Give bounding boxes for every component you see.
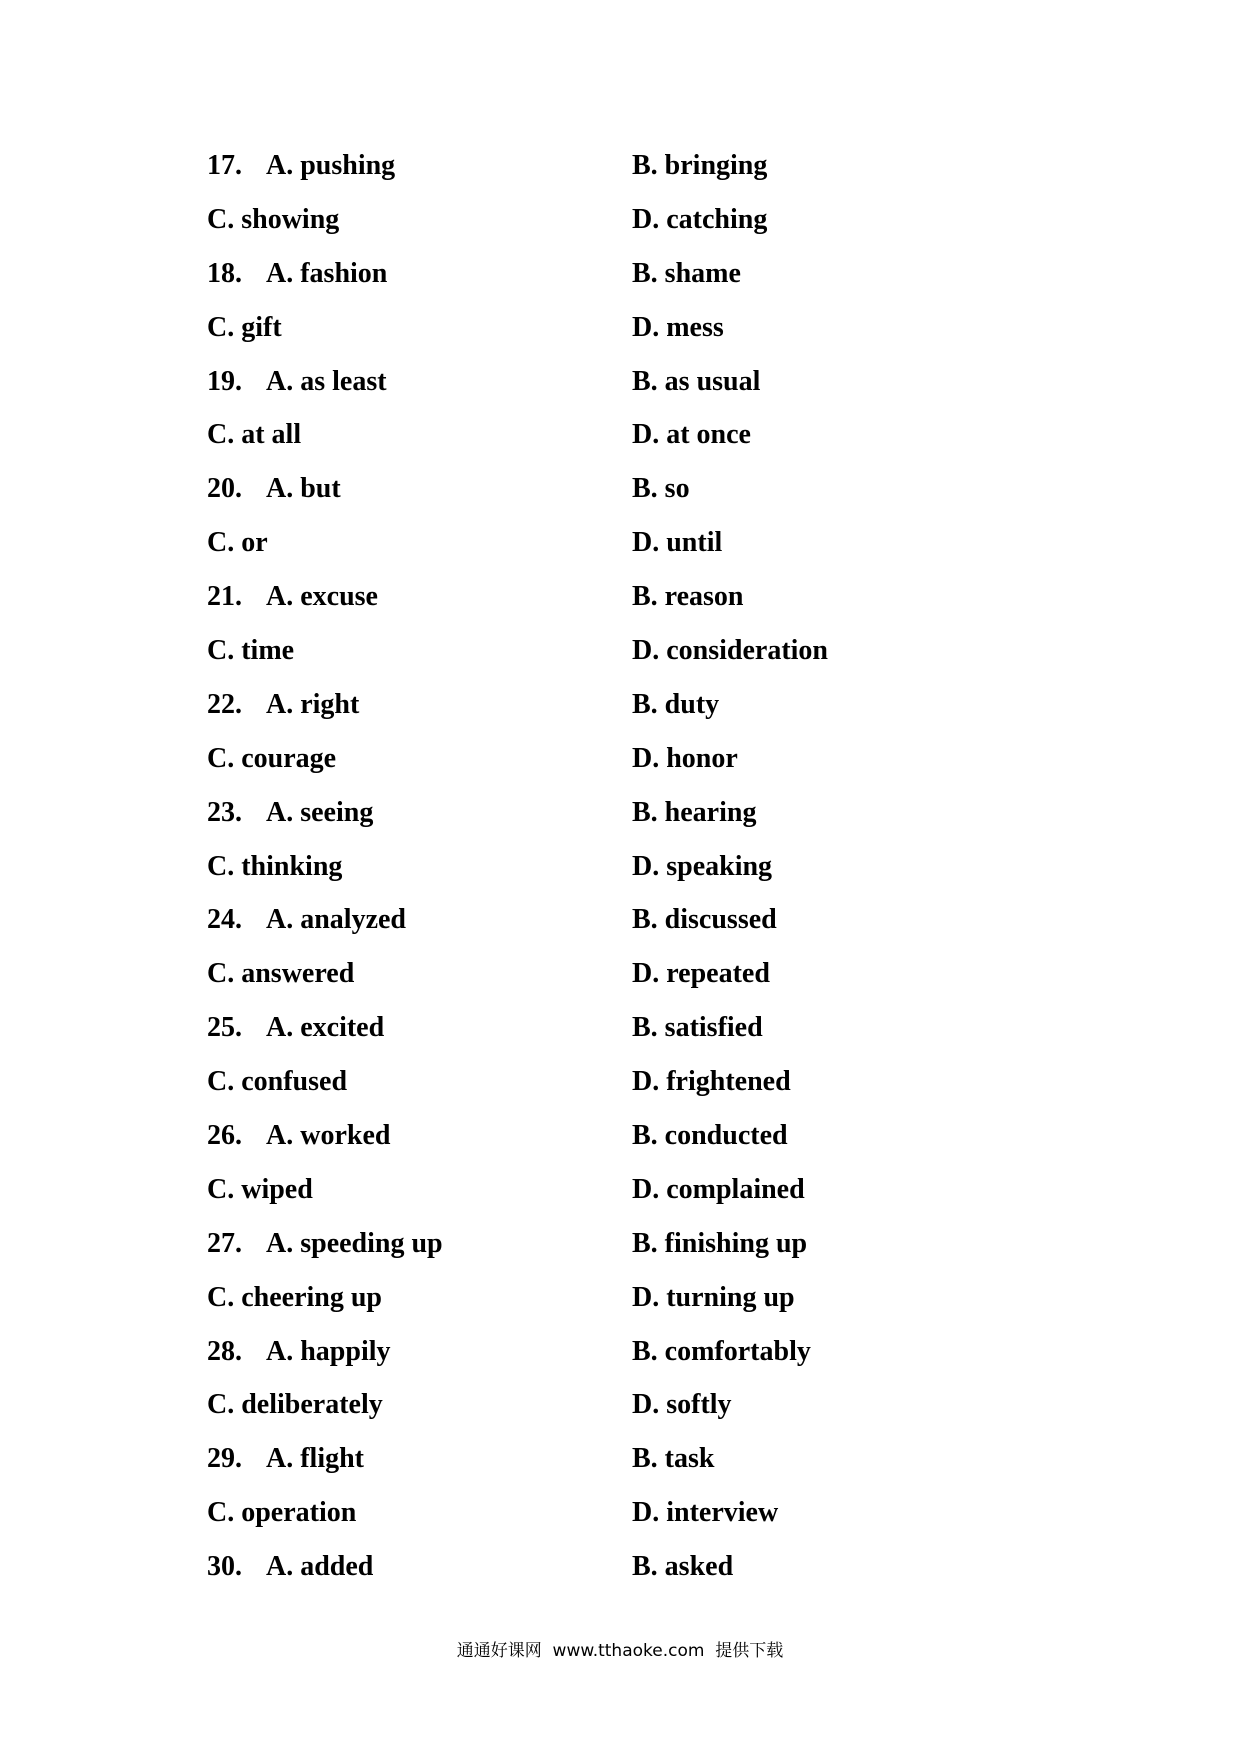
question-row [207, 902, 1007, 956]
option-c: C. operation [207, 1497, 357, 1529]
option-b: B. hearing [632, 796, 757, 828]
option-b: B. conducted [632, 1120, 788, 1152]
question-row [207, 1334, 1007, 1388]
option-d: D. mess [632, 311, 724, 343]
question-number: 17. [207, 150, 242, 181]
question-number-and-option-a [207, 902, 406, 938]
option-b: B. finishing up [632, 1227, 808, 1259]
question-row [207, 849, 1007, 903]
option-a: A. as least [266, 365, 387, 397]
page-footer: 通通好课网 www.tthaoke.com 提供下载 [456, 1641, 784, 1661]
option-c: C. or [207, 527, 268, 559]
option-b: B. task [632, 1443, 715, 1475]
question-row [207, 795, 1007, 849]
option-d: D. honor [632, 742, 738, 774]
question-row [207, 364, 1007, 418]
question-row [207, 202, 1007, 256]
option-d: D. softly [632, 1389, 732, 1421]
question-row [207, 633, 1007, 687]
option-d: D. turning up [632, 1281, 795, 1313]
option-a: A. excuse [266, 581, 378, 613]
option-d: D. repeated [632, 958, 770, 990]
option-a: A. added [266, 1551, 374, 1583]
question-number: 18. [207, 257, 242, 289]
option-a: A. right [266, 688, 360, 720]
question-row [207, 687, 1007, 741]
question-number: 30. [207, 1551, 242, 1583]
question-row [207, 471, 1007, 525]
question-number-and-option-a [207, 795, 373, 831]
question-number: 26. [207, 1120, 242, 1152]
option-c: C. gift [207, 311, 282, 343]
question-number-and-option-a [207, 1118, 390, 1154]
option-c: C. cheering up [207, 1281, 382, 1313]
option-b: B. discussed [632, 904, 777, 936]
option-d: D. until [632, 527, 723, 559]
question-number-and-option-a [207, 1226, 443, 1262]
option-b: B. duty [632, 688, 720, 720]
option-c: C. time [207, 635, 295, 667]
option-a: A. flight [266, 1443, 364, 1475]
question-number-and-option-a [207, 1441, 364, 1477]
option-a: A. speeding up [266, 1227, 443, 1259]
option-c: C. wiped [207, 1173, 313, 1205]
option-c: C. showing [207, 203, 340, 235]
question-number: 22. [207, 688, 242, 720]
option-a: A. but [266, 473, 341, 505]
question-number: 23. [207, 796, 242, 828]
question-number-and-option-a [207, 148, 395, 184]
option-d: D. consideration [632, 635, 828, 667]
question-number-and-option-a [207, 256, 387, 292]
option-a: A. pushing [266, 150, 396, 181]
option-b: B. satisfied [632, 1012, 763, 1044]
option-a: A. analyzed [266, 904, 406, 936]
question-number: 24. [207, 904, 242, 936]
question-row [207, 1226, 1007, 1280]
question-row [207, 148, 1007, 202]
option-a: A. excited [266, 1012, 385, 1044]
question-row [207, 956, 1007, 1010]
option-d: D. at once [632, 419, 751, 451]
question-number-and-option-a [207, 471, 341, 507]
question-row [207, 1172, 1007, 1226]
question-number-and-option-a [207, 579, 378, 615]
question-number-and-option-a [207, 364, 387, 400]
option-c: C. answered [207, 958, 355, 990]
question-number: 20. [207, 473, 242, 505]
question-row [207, 1010, 1007, 1064]
option-d: D. complained [632, 1173, 805, 1205]
question-number-and-option-a [207, 1549, 373, 1585]
question-row [207, 1387, 1007, 1441]
option-b: B. shame [632, 257, 741, 289]
option-b: B. bringing [632, 150, 768, 181]
option-a: A. seeing [266, 796, 374, 828]
option-c: C. courage [207, 742, 337, 774]
question-row [207, 310, 1007, 364]
question-row [207, 1549, 1007, 1603]
question-number: 21. [207, 581, 242, 613]
option-c: C. deliberately [207, 1389, 383, 1421]
question-row [207, 1118, 1007, 1172]
option-a: A. happily [266, 1335, 391, 1367]
question-row [207, 1064, 1007, 1118]
option-b: B. asked [632, 1551, 734, 1583]
option-c: C. at all [207, 419, 302, 451]
question-row [207, 525, 1007, 579]
question-row [207, 1495, 1007, 1549]
option-d: D. interview [632, 1497, 779, 1529]
option-b: B. comfortably [632, 1335, 811, 1367]
option-c: C. confused [207, 1066, 348, 1098]
question-row [207, 256, 1007, 310]
question-number-and-option-a [207, 1334, 391, 1370]
option-d: D. catching [632, 203, 768, 235]
question-number: 29. [207, 1443, 242, 1475]
question-list [207, 148, 1007, 1603]
question-number-and-option-a [207, 1010, 384, 1046]
option-d: D. frightened [632, 1066, 791, 1098]
option-c: C. thinking [207, 850, 343, 882]
option-b: B. reason [632, 581, 744, 613]
option-b: B. as usual [632, 365, 761, 397]
question-number-and-option-a [207, 687, 359, 723]
question-number: 19. [207, 365, 242, 397]
option-a: A. fashion [266, 257, 388, 289]
question-row [207, 417, 1007, 471]
option-d: D. speaking [632, 850, 773, 882]
question-row [207, 1441, 1007, 1495]
question-row [207, 579, 1007, 633]
question-number: 27. [207, 1227, 242, 1259]
option-b: B. so [632, 473, 690, 505]
option-a: A. worked [266, 1120, 391, 1152]
question-row [207, 741, 1007, 795]
question-number: 25. [207, 1012, 242, 1044]
question-number: 28. [207, 1335, 242, 1367]
question-row [207, 1280, 1007, 1334]
